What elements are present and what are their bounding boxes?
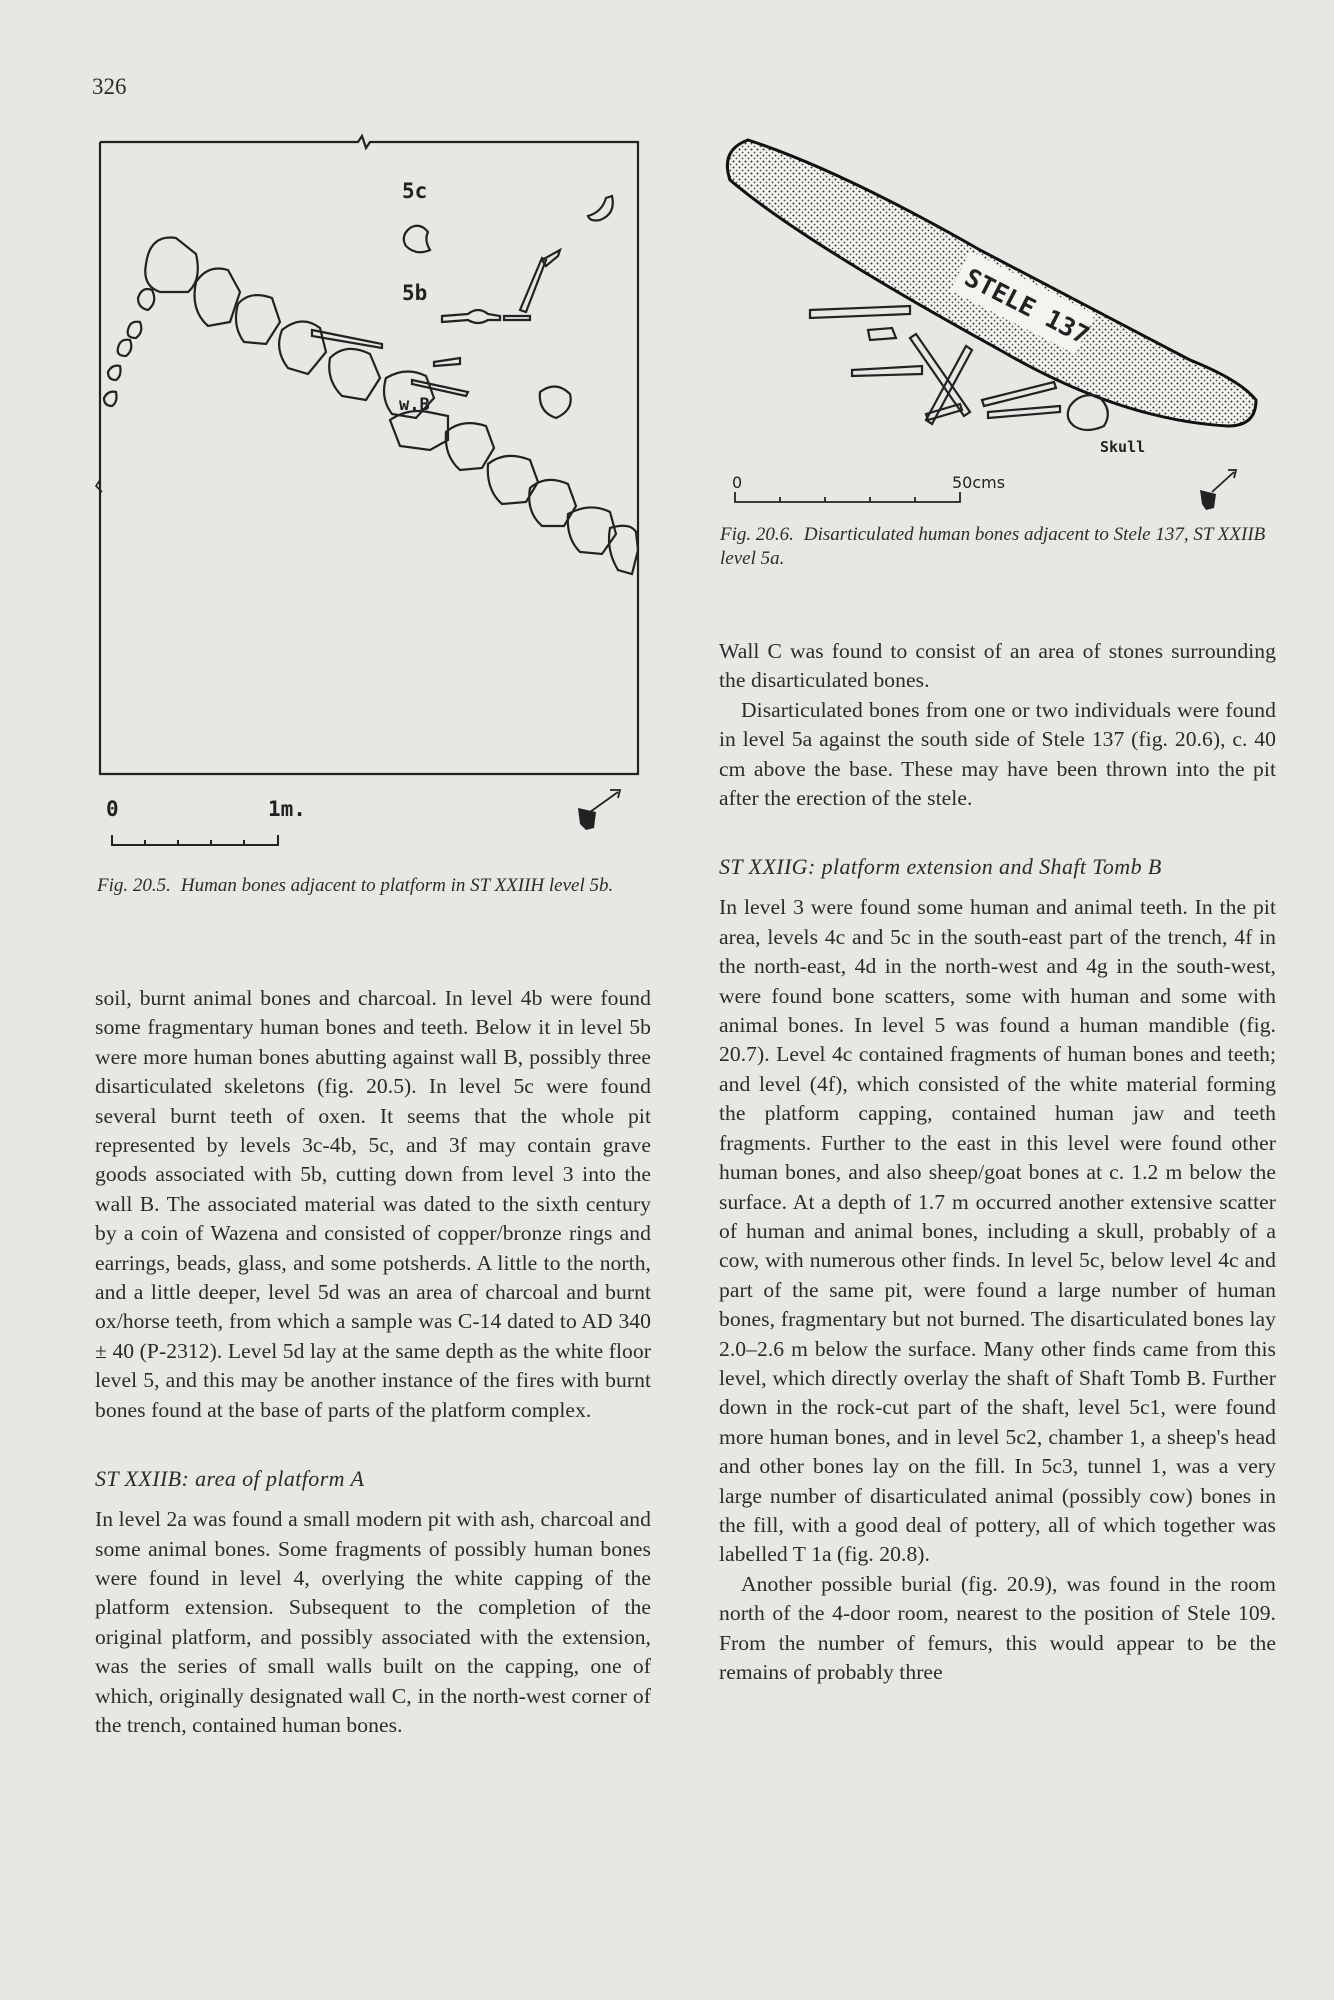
figure-20-6-drawing <box>720 130 1280 530</box>
page-number: 326 <box>92 74 127 99</box>
scale-end-label: 50cms <box>952 473 1006 492</box>
stele-label: STELE 137 <box>960 262 1094 351</box>
north-arrow-icon <box>1200 470 1236 510</box>
caption-text: Human bones adjacent to platform in ST XXIIH level 5b. <box>180 875 614 896</box>
figure-20-5-drawing <box>90 130 650 890</box>
label-wall-b: w.B <box>399 395 430 415</box>
north-arrow-icon <box>578 790 620 830</box>
right-paragraph-1: Wall C was found to consist of an area of stones surrounding the disarticulated bones. <box>719 639 1276 693</box>
left-paragraph-2: In level 2a was found a small modern pit with ash, charcoal and some animal bones. Some fragments of possibly human bones were found in level 4, overlying the white capping of the platform extension. Subsequent to the completion of the original platform, and possibly associated with the extension, was the series of small walls built on the capping, one of which, originally designated wall C, in the north-west corner of the trench, contained human bones. <box>95 1507 651 1737</box>
skull-label: Skull <box>1100 438 1146 456</box>
right-paragraph-3: In level 3 were found some human and animal teeth. In the pit area, levels 4c and 5c in the south-east part of the trench, 4f in the north-east, 4d in the north-west and 4g in the south-west, were found bone scatters, some with human and some with animal bones. In level 5 was found a human mandible (fig. 20.7). Level 4c contained fragments of human bones and teeth; and level (4f), which consisted of the white material forming the platform capping, contained human jaw and teeth fragments. Further to the east in this level were found other human bones, and also sheep/goat bones at c. 1.2 m below the surface. At a depth of 1.7 m occurred another extensive scatter of human and animal bones, including a skull, probably of a cow, with numerous other finds. In level 5c, below level 4c and part of the same pit, were found a large number of human bones, fragmentary but not burned. The disarticulated bones lay 2.0–2.6 m below the surface. Many other finds came from this level, which directly overlay the shaft of Shaft Tomb B. Further down in the rock-cut part of the shaft, level 5c1, were found more human bones, and in level 5c2, chamber 1, a sheep's head and other bones lay on the fill. In 5c3, tunnel 1, was a very large number of disarticulated animal (possibly cow) bones in the fill, with a good deal of pottery, all of which together was labelled T 1a (fig. 20.8). <box>719 895 1276 1567</box>
right-paragraph-4: Another possible burial (fig. 20.9), was found in the room north of the 4-door room, nearest to the position of Stele 109. From the number of femurs, this would appear to be the remains of probably three <box>719 1571 1276 1684</box>
right-paragraph-2: Disarticulated bones from one or two individuals were found in level 5a against the south side of Stele 137 (fig. 20.6), c. 40 cm above the base. These may have been thrown into the pit after the erection of the stele. <box>719 697 1276 811</box>
section-heading-xxiib: ST XXIIB: area of platform A <box>95 1466 365 1492</box>
caption-label: Fig. 20.5. <box>97 875 171 896</box>
scale-end-label: 1m. <box>268 797 306 821</box>
figure-20-6-caption <box>720 523 1280 571</box>
caption-label: Fig. 20.6. <box>720 524 794 545</box>
caption-text: Disarticulated human bones adjacent to Stele 137, ST XXIIB level 5a. <box>720 524 1266 569</box>
scale-bar-50cm <box>735 492 960 502</box>
section-heading-xxiig: ST XXIIG: platform extension and Shaft Tomb B <box>719 854 1162 880</box>
label-5b: 5b <box>402 281 428 305</box>
figure-20-5-caption <box>97 874 647 898</box>
left-paragraph-1: soil, burnt animal bones and charcoal. In level 4b were found some fragmentary human bones and teeth. Below it in level 5b were more human bones abutting against wall B, possibly three disarticulated skeletons (fig. 20.5). In level 5c were found several burnt teeth of oxen. It seems that the whole pit represented by levels 3c-4b, 5c, and 3f may contain grave goods associated with 5b, cutting down from level 3 into the wall B. The associated material was dated to the sixth century by a coin of Wazena and consisted of copper/bronze rings and earrings, beads, glass, and some potsherds. A little to the north, and a little deeper, level 5d was an area of charcoal and burnt ox/horse teeth, from which a sample was C-14 dated to AD 340 ± 40 (P-2312). Level 5d lay at the same depth as the white floor level 5, and this may be another instance of the fires with burnt bones found at the base of parts of the platform complex. <box>95 986 651 1422</box>
label-5c: 5c <box>402 179 428 203</box>
right-column <box>719 637 1276 1687</box>
scale-zero-label: 0 <box>106 797 119 821</box>
left-column <box>95 984 651 1740</box>
scale-bar-1m <box>112 835 278 845</box>
scale-zero-label: 0 <box>732 473 743 492</box>
